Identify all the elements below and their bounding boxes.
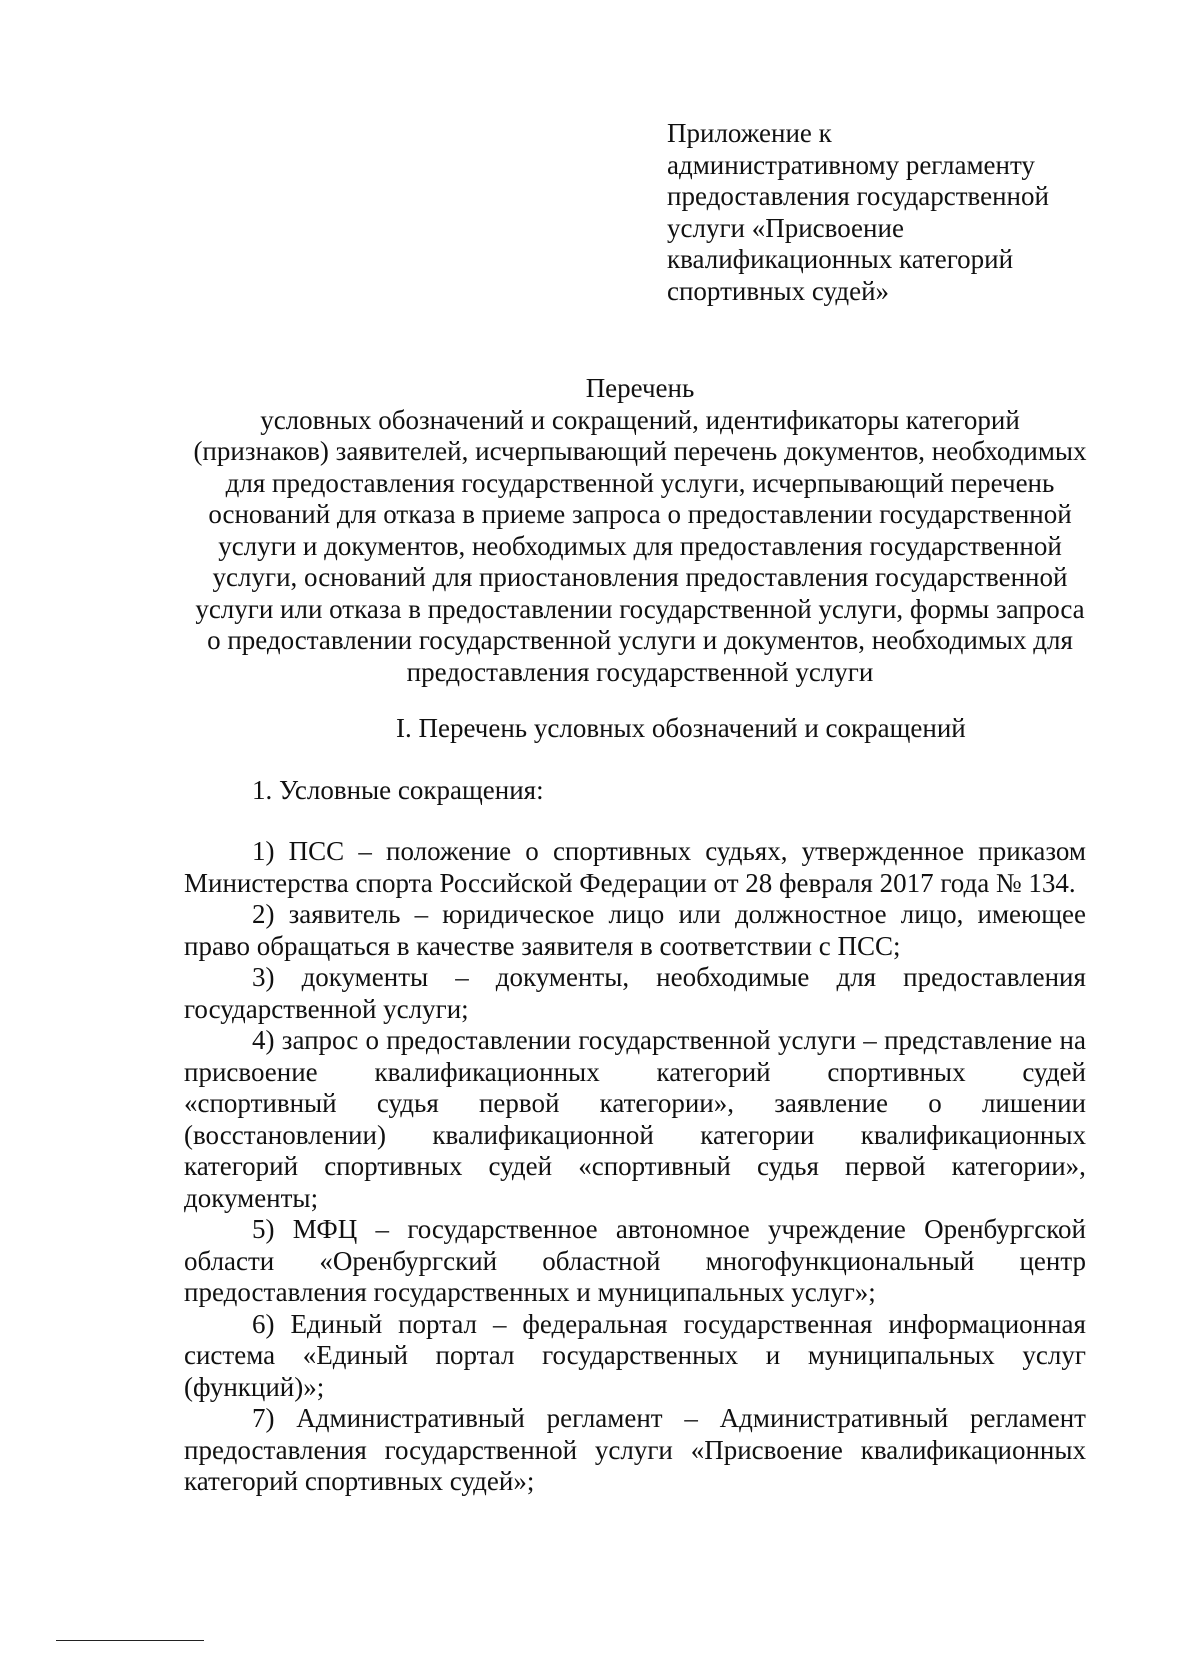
item-line: 6) Единый портал – федеральная государственная информационная (252, 1308, 1086, 1339)
section-heading: I. Перечень условных обозначений и сокращений (396, 713, 966, 743)
item-line: государственной услуги; (184, 993, 469, 1024)
item-line: Министерства спорта Российской Федерации от 28 февраля 2017 года № 134. (184, 867, 1076, 898)
list-item (184, 962, 1086, 1025)
title-line: предоставления государственной услуги (406, 656, 874, 687)
appendix-note-line: спортивных судей» (667, 275, 890, 306)
document-title (180, 373, 1100, 688)
title-line: условных обозначений и сокращений, идентификаторы категорий (260, 404, 1020, 435)
list-item (184, 1403, 1086, 1498)
list-item (184, 1309, 1086, 1404)
appendix-note-line: административному регламенту (667, 149, 1035, 180)
item-line: право обращаться в качестве заявителя в соответствии с ПСС; (184, 930, 901, 961)
item-line: 1) ПСС – положение о спортивных судьях, утвержденное приказом (252, 836, 1086, 866)
appendix-note-line: услуги «Присвоение (667, 212, 904, 243)
item-line: «спортивный судья первой категории», заявление о лишении (184, 1088, 1086, 1118)
item-line: (функций)»; (184, 1371, 325, 1402)
title-line: для предоставления государственной услуги, исчерпывающий перечень (225, 467, 1055, 498)
title-line: услуги или отказа в предоставлении государственной услуги, формы запроса (195, 593, 1085, 624)
item-line: (восстановлении) квалификационной категории квалификационных (184, 1119, 1086, 1150)
list-item (184, 1214, 1086, 1309)
item-line: система «Единый портал государственных и муниципальных услуг (184, 1340, 1086, 1370)
abbreviations-list (184, 836, 1086, 1498)
item-line: 3) документы – документы, необходимые для предоставления (252, 962, 1086, 992)
appendix-note-line: Приложение к (667, 118, 832, 148)
title-line: о предоставлении государственной услуги и документов, необходимых для (207, 625, 1073, 655)
title-line: услуги, оснований для приостановления предоставления государственной (212, 562, 1068, 592)
item-line: области «Оренбургский областной многофункциональный центр (184, 1245, 1086, 1276)
title-line: оснований для отказа в приеме запроса о предоставлении государственной (208, 499, 1072, 529)
appendix-note-line: предоставления государственной (667, 181, 1049, 211)
title-line: (признаков) заявителей, исчерпывающий перечень документов, необходимых (193, 436, 1087, 466)
title-heading: Перечень (585, 373, 695, 403)
footnote-divider (56, 1640, 204, 1641)
item-line: 4) запрос о предоставлении государственной услуги – представление на (252, 1025, 1086, 1055)
item-line: категорий спортивных судей»; (184, 1466, 535, 1496)
item-line: 5) МФЦ – государственное автономное учреждение Оренбургской (252, 1214, 1086, 1244)
item-line: документы; (184, 1182, 319, 1213)
item-line: присвоение квалификационных категорий спортивных судей (184, 1056, 1086, 1087)
appendix-note-line: квалификационных категорий (667, 244, 1014, 274)
item-line: предоставления государственной услуги «Присвоение квалификационных (184, 1434, 1086, 1465)
item-line: 2) заявитель – юридическое лицо или должностное лицо, имеющее (252, 899, 1086, 929)
item-line: 7) Административный регламент – Административный регламент (252, 1403, 1086, 1433)
item-line: предоставления государственных и муниципальных услуг»; (184, 1277, 876, 1307)
title-line: услуги и документов, необходимых для предоставления государственной (218, 530, 1062, 561)
subsection-heading: 1. Условные сокращения: (252, 775, 544, 805)
appendix-note (667, 118, 1147, 307)
list-item (184, 836, 1086, 899)
list-item (184, 1025, 1086, 1214)
item-line: категорий спортивных судей «спортивный судья первой категории», (184, 1151, 1086, 1181)
list-item (184, 899, 1086, 962)
